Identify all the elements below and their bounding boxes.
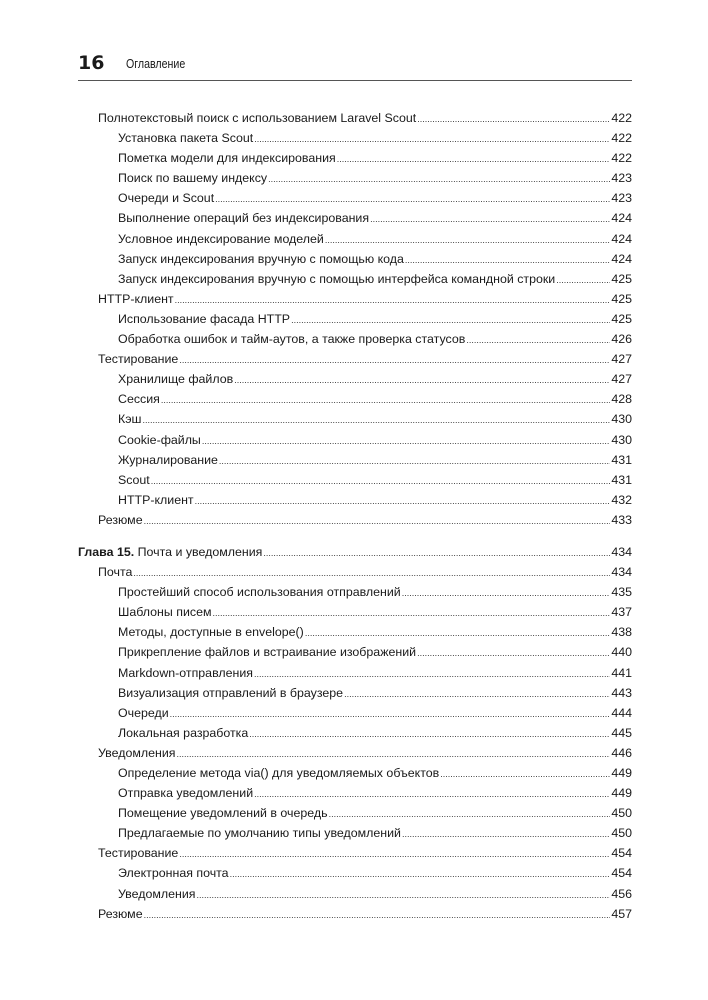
toc-page-number: 432 — [611, 492, 632, 507]
toc-entry[interactable] — [78, 904, 632, 924]
dot-leader — [556, 270, 610, 289]
toc-entry-title — [118, 823, 401, 843]
dot-leader — [402, 824, 610, 843]
dot-leader — [440, 764, 610, 783]
toc-entry-title — [98, 743, 175, 763]
dot-leader — [176, 744, 610, 763]
dot-leader — [142, 410, 610, 429]
toc-entry[interactable] — [78, 269, 632, 289]
toc-entry[interactable] — [78, 329, 632, 349]
toc-entry-title — [118, 723, 248, 743]
toc-page-number: 450 — [611, 806, 632, 821]
toc-entry-title — [118, 490, 194, 510]
toc-entry-title — [118, 208, 369, 228]
toc-entry-label: Методы, доступные в envelope() — [118, 625, 304, 640]
dot-leader — [215, 189, 610, 208]
toc-chapter-entry[interactable] — [78, 542, 632, 562]
dot-leader — [179, 350, 610, 369]
toc-entry-title — [118, 430, 201, 450]
toc-entry[interactable] — [78, 582, 632, 602]
toc-entry-label: Scout — [118, 472, 150, 487]
toc-entry-label: Отправка уведомлений — [118, 786, 254, 801]
dot-leader — [263, 543, 610, 562]
toc-page-number: 422 — [611, 131, 632, 146]
dot-leader — [195, 491, 611, 510]
toc-entry[interactable] — [78, 602, 632, 622]
dot-leader — [370, 209, 610, 228]
toc-page-number: 444 — [611, 705, 632, 720]
toc-entry-label: Уведомления — [118, 886, 196, 901]
toc-page-number: 438 — [611, 625, 632, 640]
toc-entry-title — [118, 602, 211, 622]
toc-entry[interactable] — [78, 470, 632, 490]
toc-entry-label: Почта — [98, 565, 133, 580]
dot-leader — [161, 390, 610, 409]
toc-entry-label: HTTP-клиент — [118, 492, 194, 507]
dot-leader — [196, 885, 610, 904]
dot-leader — [466, 330, 610, 349]
toc-entry-label: Запуск индексирования вручную с помощью кода — [118, 251, 404, 266]
toc-page-number: 449 — [611, 766, 632, 780]
toc-entry-label: Пометка модели для индексирования — [118, 151, 336, 166]
dot-leader — [234, 370, 610, 389]
dot-leader — [144, 511, 611, 530]
toc-entry-title — [98, 349, 178, 369]
toc-entry-title — [98, 108, 416, 128]
toc-entry[interactable] — [78, 168, 632, 188]
toc-entry-title — [118, 703, 169, 723]
dot-leader — [151, 471, 611, 490]
toc-entry[interactable] — [78, 229, 632, 249]
toc-page-number: 425 — [611, 311, 632, 326]
toc-entry-label: Условное индексирование моделей — [118, 231, 324, 246]
toc-entry-label: Предлагаемые по умолчанию типы уведомлений — [118, 826, 401, 841]
toc-entry-label: Использование фасада HTTP — [118, 311, 291, 326]
toc-entry[interactable] — [78, 823, 632, 843]
toc-page-number: 454 — [611, 846, 632, 861]
toc-page-number: 434 — [611, 565, 632, 580]
toc-page-number: 430 — [611, 412, 632, 427]
toc-entry[interactable] — [78, 108, 632, 128]
toc-page-number: 457 — [611, 906, 632, 921]
toc-entry-title — [118, 249, 404, 269]
toc-entry[interactable] — [78, 409, 632, 429]
toc-page-number: 449 — [611, 786, 632, 801]
toc-entry-label: Хранилище файлов — [118, 372, 234, 387]
toc-page-number: 440 — [611, 645, 632, 660]
dot-leader — [329, 804, 611, 823]
toc-page-number: 437 — [611, 605, 632, 620]
toc-entry[interactable] — [78, 683, 632, 703]
toc-entry-title — [118, 884, 195, 904]
toc-entry-label: Шаблоны писем — [118, 605, 212, 620]
dot-leader — [405, 250, 610, 269]
toc-entry[interactable] — [78, 763, 632, 783]
table-of-contents — [78, 108, 632, 924]
toc-entry-title — [118, 409, 141, 429]
page-number: 16 — [78, 52, 105, 74]
toc-entry-label: Сессия — [118, 392, 160, 407]
toc-entry[interactable] — [78, 743, 632, 763]
running-title: Оглавление — [126, 57, 186, 71]
dot-leader — [254, 129, 610, 148]
dot-leader — [417, 643, 610, 662]
toc-entry-label: Простейший способ использования отправлений — [118, 585, 401, 600]
toc-entry[interactable] — [78, 783, 632, 803]
toc-entry-title — [118, 683, 343, 703]
dot-leader — [344, 684, 610, 703]
dot-leader — [268, 169, 610, 188]
dot-leader — [291, 310, 610, 329]
toc-entry[interactable] — [78, 663, 632, 683]
toc-entry[interactable] — [78, 723, 632, 743]
toc-entry[interactable] — [78, 389, 632, 409]
dot-leader — [249, 724, 610, 743]
toc-page-number: 422 — [611, 111, 632, 125]
toc-page-number: 454 — [611, 866, 632, 881]
toc-entry[interactable] — [78, 249, 632, 269]
toc-entry[interactable] — [78, 188, 632, 208]
toc-entry-title — [118, 803, 328, 823]
toc-page-number: 431 — [611, 472, 632, 487]
toc-entry-title — [118, 229, 324, 249]
toc-entry-label: Запуск индексирования вручную с помощью интерфейса командной строки — [118, 271, 556, 286]
chapter-number: Глава 15. — [78, 544, 135, 559]
dot-leader — [230, 864, 611, 883]
toc-page-number: 423 — [611, 171, 632, 186]
toc-page-number: 427 — [611, 352, 632, 367]
toc-entry-label: Выполнение операций без индексирования — [118, 211, 370, 226]
toc-page-number: 446 — [611, 745, 632, 760]
toc-entry[interactable] — [78, 490, 632, 510]
toc-entry-label: Резюме — [98, 906, 143, 921]
toc-entry-label: Тестирование — [98, 352, 179, 367]
toc-page-number: 441 — [611, 665, 632, 680]
toc-entry-label: Помещение уведомлений в очередь — [118, 806, 328, 821]
toc-entry-title — [118, 168, 267, 188]
toc-entry-title — [98, 562, 132, 582]
dot-leader — [175, 290, 611, 309]
toc-entry[interactable] — [78, 863, 632, 883]
toc-entry[interactable] — [78, 843, 632, 863]
dot-leader — [144, 905, 611, 924]
toc-entry-title — [118, 309, 290, 329]
toc-page-number: 445 — [611, 725, 632, 740]
toc-entry-label: Тестирование — [98, 846, 179, 861]
toc-entry-title — [98, 289, 174, 309]
toc-entry-label: Обработка ошибок и тайм-аутов, а также проверка статусов — [118, 332, 466, 347]
toc-entry-title — [98, 904, 143, 924]
dot-leader — [133, 563, 610, 582]
toc-entry-title — [118, 582, 401, 602]
toc-entry-label: Почта и уведомления — [137, 544, 263, 559]
toc-entry-title — [118, 642, 416, 662]
toc-entry-title — [118, 622, 304, 642]
toc-entry[interactable] — [78, 450, 632, 470]
toc-entry-label: Электронная почта — [118, 866, 229, 881]
toc-entry-label: Резюме — [98, 512, 143, 527]
toc-entry-title — [118, 269, 555, 289]
toc-page-number: 434 — [611, 544, 632, 559]
toc-entry-title — [98, 843, 178, 863]
toc-page-number: 427 — [611, 372, 632, 387]
toc-page-number: 422 — [611, 151, 632, 166]
dot-leader — [337, 149, 611, 168]
toc-entry-title — [118, 329, 465, 349]
toc-entry-title — [118, 389, 160, 409]
toc-entry[interactable] — [78, 208, 632, 228]
toc-entry-title — [118, 128, 253, 148]
toc-entry-label: Markdown-отправления — [118, 665, 253, 680]
dot-leader — [305, 623, 611, 642]
dot-leader — [254, 784, 610, 803]
toc-entry-title — [118, 450, 218, 470]
toc-entry-label: Уведомления — [98, 745, 176, 760]
toc-entry-title — [118, 188, 214, 208]
toc-entry-title — [118, 148, 336, 168]
toc-entry-title — [118, 369, 233, 389]
toc-page-number: 450 — [611, 826, 632, 841]
toc-entry-title — [98, 510, 143, 530]
toc-entry[interactable] — [78, 430, 632, 450]
toc-entry-label: Установка пакета Scout — [118, 131, 254, 146]
toc-page-number: 443 — [611, 685, 632, 700]
toc-entry-label: Определение метода via() для уведомляемых объектов — [118, 766, 440, 780]
toc-entry-title — [118, 783, 253, 803]
dot-leader — [202, 431, 610, 450]
dot-leader — [212, 603, 610, 622]
toc-entry[interactable] — [78, 349, 632, 369]
toc-entry-title — [118, 863, 229, 883]
toc-entry-label: Локальная разработка — [118, 725, 249, 740]
toc-entry-label: Очереди и Scout — [118, 191, 215, 206]
toc-entry-label: Полнотекстовый поиск с использованием Laravel Scout — [98, 111, 417, 125]
toc-entry-label: Прикрепление файлов и встраивание изображений — [118, 645, 417, 660]
toc-page-number: 433 — [611, 512, 632, 527]
dot-leader — [179, 844, 610, 863]
toc-page-number: 423 — [611, 191, 632, 206]
toc-entry[interactable] — [78, 884, 632, 904]
toc-entry-label: HTTP-клиент — [98, 291, 174, 306]
toc-entry-label: Cookie-файлы — [118, 432, 201, 447]
toc-entry-label: Поиск по вашему индексу — [118, 171, 268, 186]
toc-page-number: 425 — [611, 291, 632, 306]
toc-entry[interactable] — [78, 128, 632, 148]
toc-entry-title — [118, 763, 439, 783]
toc-entry-title — [78, 542, 262, 562]
toc-page-number: 430 — [611, 432, 632, 447]
toc-page-number: 426 — [611, 332, 632, 347]
toc-entry[interactable] — [78, 309, 632, 329]
toc-entry[interactable] — [78, 703, 632, 723]
toc-entry-label: Журналирование — [118, 452, 218, 467]
toc-entry[interactable] — [78, 562, 632, 582]
toc-page-number: 425 — [611, 271, 632, 286]
dot-leader — [402, 583, 611, 602]
dot-leader — [219, 451, 610, 470]
toc-entry-label: Очереди — [118, 705, 169, 720]
toc-entry-title — [118, 470, 150, 490]
dot-leader — [254, 664, 610, 683]
header-rule — [78, 80, 632, 81]
dot-leader — [325, 230, 611, 249]
toc-entry-label: Визуализация отправлений в браузере — [118, 685, 344, 700]
toc-page-number: 456 — [611, 886, 632, 901]
toc-entry-label: Кэш — [118, 412, 142, 427]
toc-entry[interactable] — [78, 622, 632, 642]
dot-leader — [417, 109, 610, 128]
toc-page-number: 424 — [611, 251, 632, 266]
toc-entry[interactable] — [78, 148, 632, 168]
toc-entry-title — [118, 663, 253, 683]
toc-page-number: 435 — [611, 585, 632, 600]
toc-page-number: 428 — [611, 392, 632, 407]
toc-entry[interactable] — [78, 642, 632, 662]
toc-entry[interactable] — [78, 803, 632, 823]
toc-entry[interactable] — [78, 510, 632, 530]
dot-leader — [170, 704, 611, 723]
toc-entry[interactable] — [78, 289, 632, 309]
toc-entry[interactable] — [78, 369, 632, 389]
toc-page-number: 431 — [611, 452, 632, 467]
toc-page-number: 424 — [611, 231, 632, 246]
toc-page-number: 424 — [611, 211, 632, 226]
